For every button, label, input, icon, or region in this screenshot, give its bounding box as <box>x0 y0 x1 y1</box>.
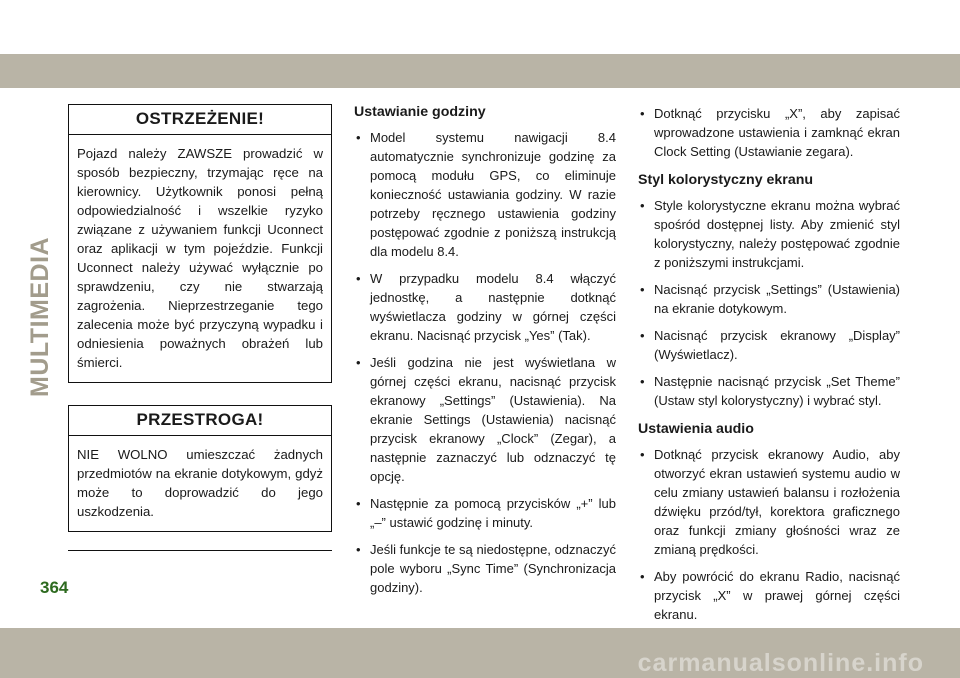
color-theme-list <box>638 196 900 410</box>
time-setting-list <box>354 128 616 597</box>
page-number: 364 <box>40 578 69 597</box>
list-item: • Style kolorystyczne ekranu można wybrać spośród dostępnej listy. Aby zmienić styl kolorystyczny, należy postępować zgodnie z poniższymi instrukcjami. <box>638 196 900 272</box>
left-column <box>68 104 332 551</box>
audio-settings-list <box>638 445 900 624</box>
list-item: • Dotknąć przycisku „X”, aby zapisać wprowadzone ustawienia i zamknąć ekran Clock Setting (Ustawianie zegara). <box>638 104 900 161</box>
list-item: • Dotknąć przycisk ekranowy Audio, aby otworzyć ekran ustawień systemu audio w celu zmiany ustawień balansu i rozłożenia dźwięku przód/tył, korektora graficznego oraz funkcji zmiany głośności wraz ze zmianą prędkości. <box>638 445 900 559</box>
list-item: • Model systemu nawigacji 8.4 automatycznie synchronizuje godzinę za pomocą modułu GPS, co eliminuje konieczność ustawiania godziny. W razie potrzeby ręcznego ustawienia godziny postępować zgodnie z poniższą instrukcją dla modelu 8.4. <box>354 128 616 261</box>
warning-title: OSTRZEŻENIE! <box>69 105 331 135</box>
side-title-text: MULTIMEDIA <box>26 236 54 397</box>
section-side-title <box>26 236 66 397</box>
list-item: • Następnie nacisnąć przycisk „Set Theme” (Ustaw styl kolorystyczny) i wybrać styl. <box>638 372 900 410</box>
right-column <box>638 104 900 632</box>
list-item: • W przypadku modelu 8.4 włączyć jednostkę, a następnie dotknąć wyświetlacza godziny w górnej części ekranu. Nacisnąć przycisk „Yes” (Tak). <box>354 269 616 345</box>
heading-time-setting: Ustawianie godziny <box>354 104 486 120</box>
list-item: • Nacisnąć przycisk „Settings” (Ustawienia) na ekranie dotykowym. <box>638 280 900 318</box>
warning-box <box>68 104 332 383</box>
header-band <box>0 54 960 88</box>
heading-audio-settings: Ustawienia audio <box>638 421 754 437</box>
list-item: • Jeśli godzina nie jest wyświetlana w górnej części ekranu, nacisnąć przycisk ekranowy „Settings” (Ustawienia). Na ekranie Settings (Ustawienia) nacisnąć przycisk ekranowy „Clock” (Zegar), a następnie zaznaczyć lub odznaczyć tę opcję. <box>354 353 616 486</box>
heading-color-theme: Styl kolorystyczny ekranu <box>638 172 814 188</box>
page-top-margin <box>0 0 960 54</box>
watermark-text: carmanualsonline.info <box>637 649 924 677</box>
clock-save-list <box>638 104 900 161</box>
list-item: • Następnie za pomocą przycisków „+” lub „–” ustawić godzinę i minuty. <box>354 494 616 532</box>
warning-text: Pojazd należy ZAWSZE prowadzić w sposób bezpieczny, trzymając ręce na kierownicy. Użytkownik ponosi pełną odpowiedzialność i wszelkie ryzyko związane z używaniem funkcji Uconnect oraz aplikacji w tym pojeździe. Funkcji Uconnect należy używać wyłącznie po sprawdzeniu, czy nie stwarzają zagrożenia. Nieprzestrzeganie tego zalecenia może być przyczyną wypadku i odniesienia poważnych obrażeń lub śmierci. <box>77 146 323 370</box>
caution-box <box>68 405 332 532</box>
list-item: • Aby powrócić do ekranu Radio, nacisnąć przycisk „X” w prawej górnej części ekranu. <box>638 567 900 624</box>
column-divider <box>68 550 332 551</box>
middle-column <box>354 104 616 605</box>
caution-text: NIE WOLNO umieszczać żadnych przedmiotów na ekranie dotykowym, gdyż może to doprowadzić do jego uszkodzenia. <box>77 447 323 519</box>
list-item: • Nacisnąć przycisk ekranowy „Display” (Wyświetlacz). <box>638 326 900 364</box>
caution-title: PRZESTROGA! <box>69 406 331 436</box>
list-item: • Jeśli funkcje te są niedostępne, odznaczyć pole wyboru „Sync Time” (Synchronizacja godziny). <box>354 540 616 597</box>
